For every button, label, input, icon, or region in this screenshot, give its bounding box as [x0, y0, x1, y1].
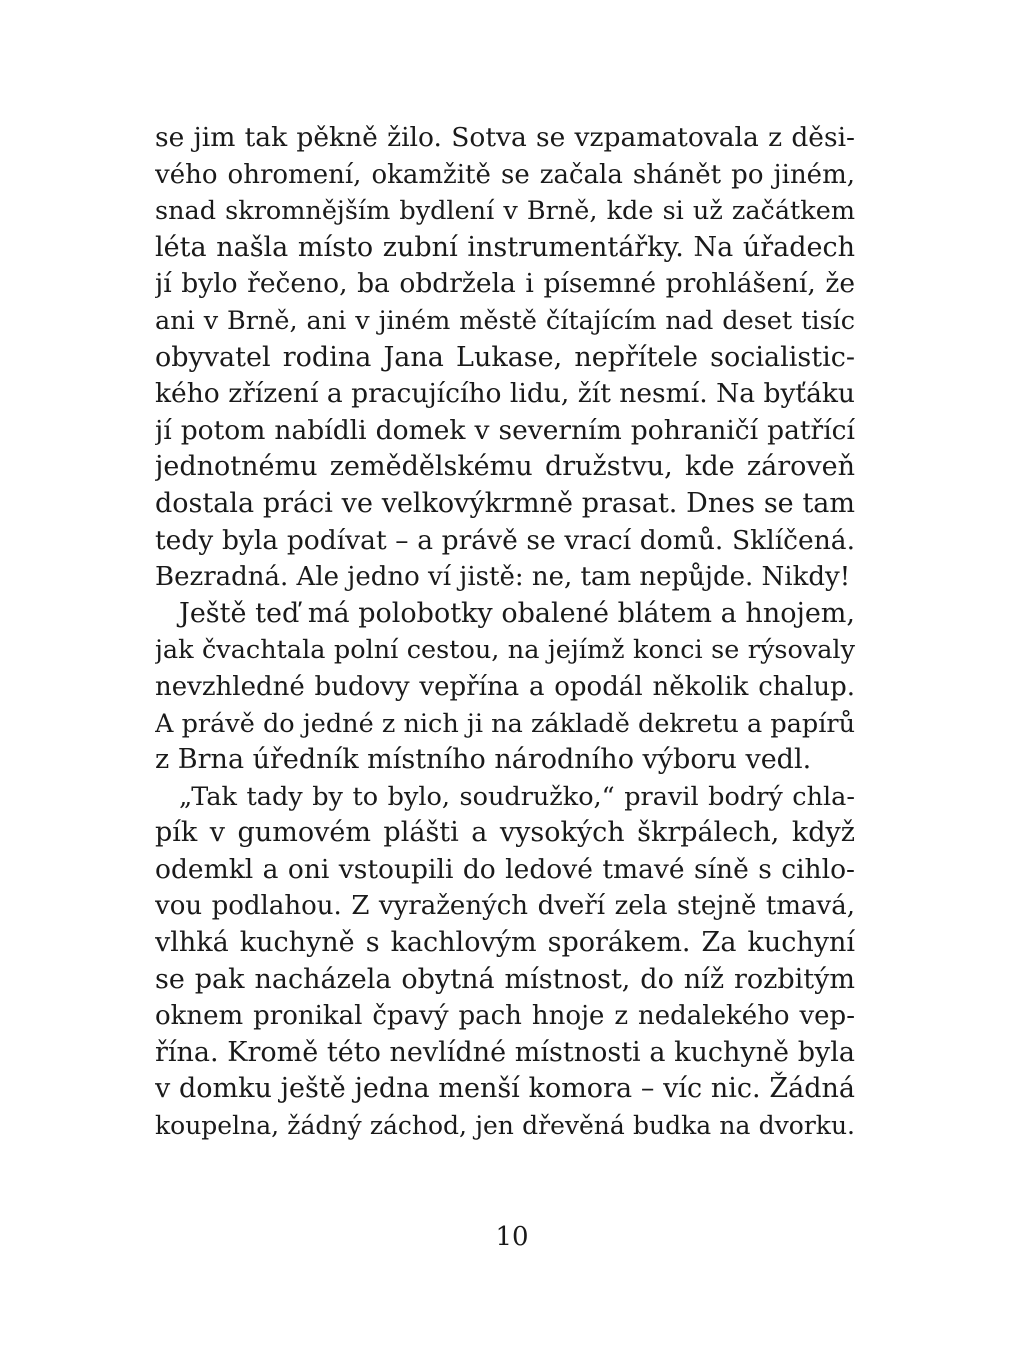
- text-line: vou podlahou. Z vyražených dveří zela stejně tmavá,: [155, 891, 855, 922]
- text-line: Bezradná. Ale jedno ví jistě: ne, tam nepůjde. Nikdy!: [155, 562, 851, 593]
- text-line: „Tak tady by to bylo, soudružko,“ pravil bodrý chla-: [179, 781, 855, 812]
- text-line: vého ohromení, okamžitě se začala shánět po jiném,: [155, 159, 855, 190]
- text-line: koupelna, žádný záchod, jen dřevěná budka na dvorku.: [155, 1111, 855, 1141]
- text-line: kého zřízení a pracujícího lidu, žít nesmí. Na byťáku: [155, 378, 855, 410]
- text-line: léta našla místo zubní instrumentářky. Na úřadech: [155, 231, 855, 263]
- text-line: snad skromnějším bydlení v Brně, kde si už začátkem: [155, 196, 855, 227]
- text-line: tedy byla podívat – a právě se vrací domů. Sklíčená.: [155, 524, 855, 556]
- text-line: vlhká kuchyně s kachlovým sporákem. Za kuchyní: [155, 927, 855, 959]
- text-line: řína. Kromě této nevlídné místnosti a kuchyně byla: [155, 1036, 855, 1068]
- text-line: jí bylo řečeno, ba obdržela i písemné prohlášení, že: [155, 268, 855, 300]
- text-line: A právě do jedné z nich ji na základě dekretu a papírů: [155, 708, 855, 739]
- text-line: jak čvachtala polní cestou, na jejímž konci se rýsovaly: [155, 635, 855, 666]
- text-line: jí potom nabídli domek v severním pohraničí patřící: [155, 414, 855, 446]
- text-line: se jim tak pěkně žilo. Sotva se vzpamatovala z děsi-: [155, 122, 855, 153]
- text-line: pík v gumovém plášti a vysokých škrpálech, když: [155, 817, 855, 849]
- body-text: [155, 120, 855, 1145]
- text-line: dostala práci ve velkovýkrmně prasat. Dnes se tam: [155, 487, 855, 519]
- text-line: ani v Brně, ani v jiném městě čítajícím nad deset tisíc: [155, 305, 855, 336]
- text-line: obyvatel rodina Jana Lukase, nepřítele socialistic-: [155, 341, 855, 373]
- text-line: v domku ještě jedna menší komora – víc nic. Žádná: [155, 1073, 855, 1105]
- text-line: se pak nacházela obytná místnost, do níž rozbitým: [155, 963, 855, 995]
- text-line: odemkl a oni vstoupili do ledové tmavé síně s cihlo-: [155, 853, 855, 885]
- page-number: 10: [495, 1222, 529, 1252]
- text-line: jednotnému zemědělskému družstvu, kde zároveň: [155, 451, 855, 483]
- text-line: Ještě teď má polobotky obalené blátem a hnojem,: [179, 597, 855, 629]
- text-line: oknem pronikal čpavý pach hnoje z nedalekého vep-: [155, 1001, 855, 1032]
- text-line: z Brna úředník místního národního výboru vedl.: [155, 744, 812, 776]
- text-line: nevzhledné budovy vepřína a opodál několik chalup.: [155, 671, 855, 702]
